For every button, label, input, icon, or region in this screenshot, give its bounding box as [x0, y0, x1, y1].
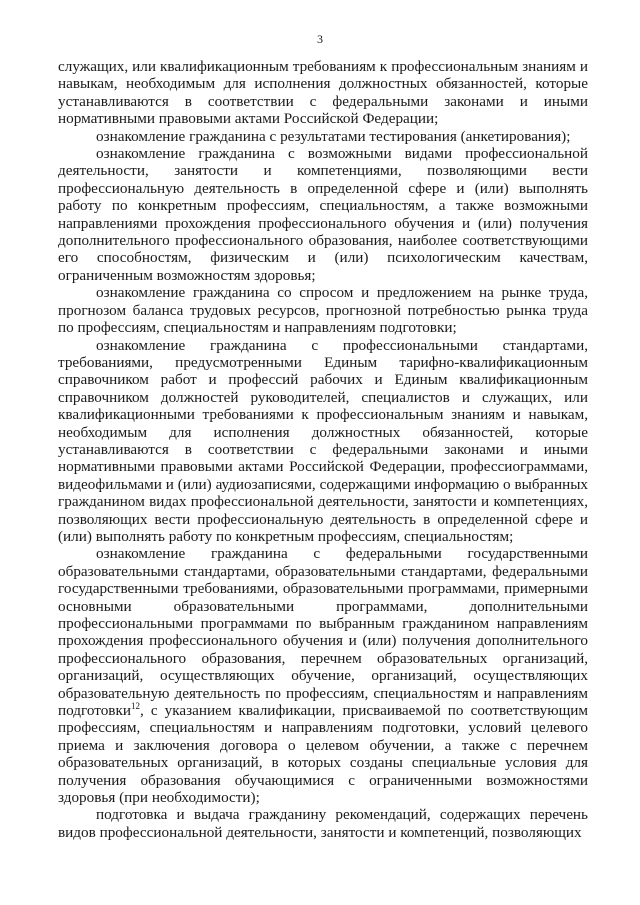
footnote-reference: 12	[130, 700, 140, 711]
paragraph-recommendations: подготовка и выдача гражданину рекомендаций, содержащих перечень видов профессиональной деятельности, занятости и компетенций, позволяющих	[58, 806, 588, 841]
paragraph-education-standards-text-2: , с указанием квалификации, присваиваемой по соответствующим профессиям, специальностям и направлениям подготовки, условий целевого приема и заключения договора о целевом обучении, а также с перечнем образовательных организаций, в которых созданы специальные условия для получения образования обучающимися с ограниченными возможностями здоровья (при необходимости);	[58, 702, 588, 807]
paragraph-education-standards-text-1: ознакомление гражданина с федеральными государственными образовательными стандартами, образовательными стандартами, федеральными государственными требованиями, образовательными программами, примерными основными образовательными программами, дополнительными профессиональными программами по выбранным гражданином направлениям прохождения профессионального обучения и (или) получения дополнительного профессионального образования, перечнем образовательных организаций, организаций, осуществляющих обучение, организаций, осуществляющих образовательную деятельность по профессиям, специальностям и направлениям подготовки	[58, 545, 588, 720]
paragraph-labor-market: ознакомление гражданина со спросом и предложением на рынке труда, прогнозом баланса трудовых ресурсов, прогнозной потребностью рынка труда по профессиям, специальностям и направлениям подготовки;	[58, 284, 588, 337]
paragraph-continuation: служащих, или квалификационным требованиям к профессиональным знаниям и навыкам, необходимым для исполнения должностных обязанностей, которые устанавливаются в соответствии с федеральными законами и иными нормативными правовыми актами Российской Федерации;	[58, 58, 588, 128]
paragraph-professional-standards: ознакомление гражданина с профессиональными стандартами, требованиями, предусмотренными Единым тарифно-квалификационным справочником работ и профессий рабочих и Единым квалификационным справочником должностей руководителей, специалистов и служащих, или квалификационными требованиями к профессиональным знаниям и навыкам, необходимым для исполнения должностных обязанностей, которые устанавливаются в соответствии с федеральными законами и иными нормативными правовыми актами Российской Федерации, профессиограммами, видеофильмами и (или) аудиозаписями, содержащими информацию о выбранных гражданином видах профессиональной деятельности, занятости и компетенциях, позволяющих вести профессиональную деятельность в определенной сфере и (или) выполнять работу по конкретным профессиям, специальностям;	[58, 336, 588, 545]
page-number: 3	[317, 32, 323, 46]
paragraph-education-standards	[58, 545, 588, 806]
paragraph-testing-results: ознакомление гражданина с результатами тестирования (анкетирования);	[96, 127, 571, 145]
paragraph-activity-types: ознакомление гражданина с возможными видами профессиональной деятельности, занятости и компетенциями, позволяющими вести профессиональную деятельность в определенной сфере и (или) выполнять работу по конкретным профессиям, специальностям, а также возможными направлениями прохождения профессионального обучения и (или) получения дополнительного профессионального образования, наиболее соответствующими его способностям, физическим и (или) психологическим качествам, ограниченным возможностям здоровья;	[58, 145, 588, 284]
